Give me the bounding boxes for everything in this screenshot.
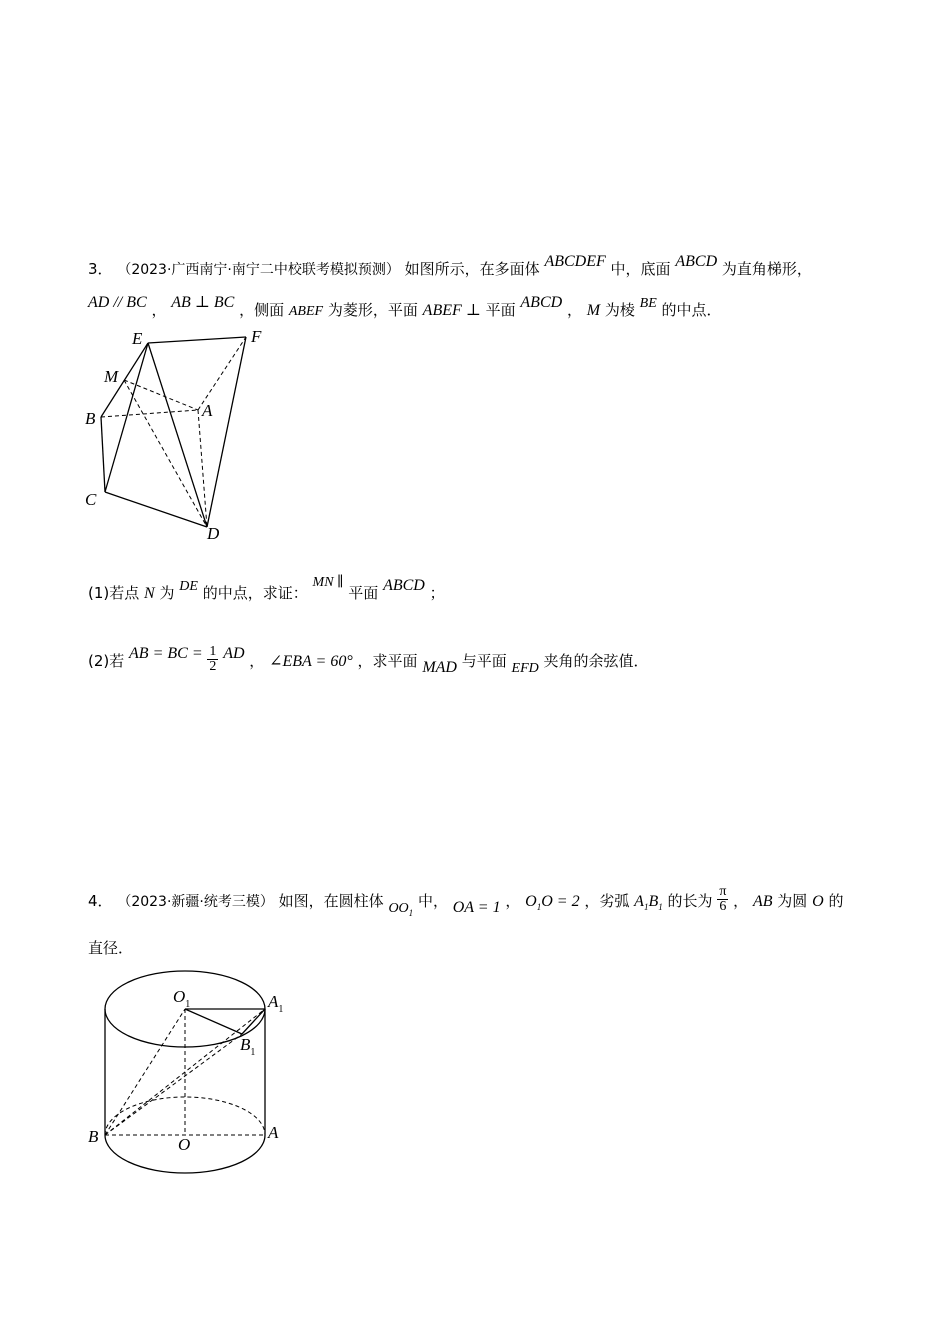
edge-CD [105,492,207,527]
label-O: O [178,1135,191,1154]
fraction-pi-over-6: $\frac{\pi}{6}$ [719,884,727,914]
cylinder-figure [82,965,302,1180]
edge-AD [198,410,207,527]
problem-3-question-1: (1)若点 N 为 DE 的中点，求证： MN ∥ 平面 ABCD ； [88,575,445,602]
problem-4-line-1: 4． （2023·新疆·统考三模） 如图，在圆柱体 $OO_1$ 中， OA = 1 ， $O_1O = 2$ ，劣弧 $A_1B_1$ 的长为 $\frac{\pi}{6}$ ， AB 为圆 O 的 [88,884,844,918]
fraction-one-half: $\frac{1}{2}$ [209,644,217,674]
label-O1: $O_1$ [173,987,191,1010]
label-D: D [207,524,220,543]
problem-3-line-1: 3． （2023·广西南宁·南宁二中校联考模拟预测） 如图所示，在多面体 ABCDEF 中，底面 ABCD 为直角梯形， [88,253,812,278]
label-B1: $B_1$ [240,1035,256,1058]
problem-source: （2023·广西南宁·南宁二中校联考模拟预测） [117,262,400,278]
label-A: A [202,401,213,420]
segment-O1B1 [185,1009,242,1034]
segment-MD [124,380,207,527]
segment-BO1 [105,1009,185,1135]
edge-ED [148,343,207,527]
problem-number: 4． [88,892,113,910]
problem-4-line-2: 直径． [88,939,134,957]
edge-FD [207,337,246,527]
edge-EF [148,337,246,343]
segment-BB1 [105,1034,242,1135]
problem-3-line-2: AD // BC ， AB ⊥ BC ，侧面 ABEF 为菱形，平面 ABEF ⊥ 平面 ABCD ， M 为棱 BE 的中点． [88,294,722,319]
label-F: F [251,327,262,346]
problem-number: 3． [88,260,113,278]
problem-3-question-2: (2)若 AB = BC = $\frac{1}{2}$ AD ， ∠EBA = 60° ，求平面 MAD 与平面 EFD 夹角的余弦值． [88,644,649,676]
edge-EC [105,343,148,492]
edge-BC [101,417,105,492]
label-B: B [85,409,96,428]
label-C: C [85,490,97,509]
problem-source: （2023·新疆·统考三模） [117,894,274,910]
label-E: E [132,329,143,348]
label-A: A [268,1123,279,1142]
polyhedron-figure [80,322,280,547]
edge-BA [101,410,198,417]
label-B: B [88,1127,99,1146]
label-A1: $A_1$ [268,992,284,1015]
label-M: M [104,367,119,386]
